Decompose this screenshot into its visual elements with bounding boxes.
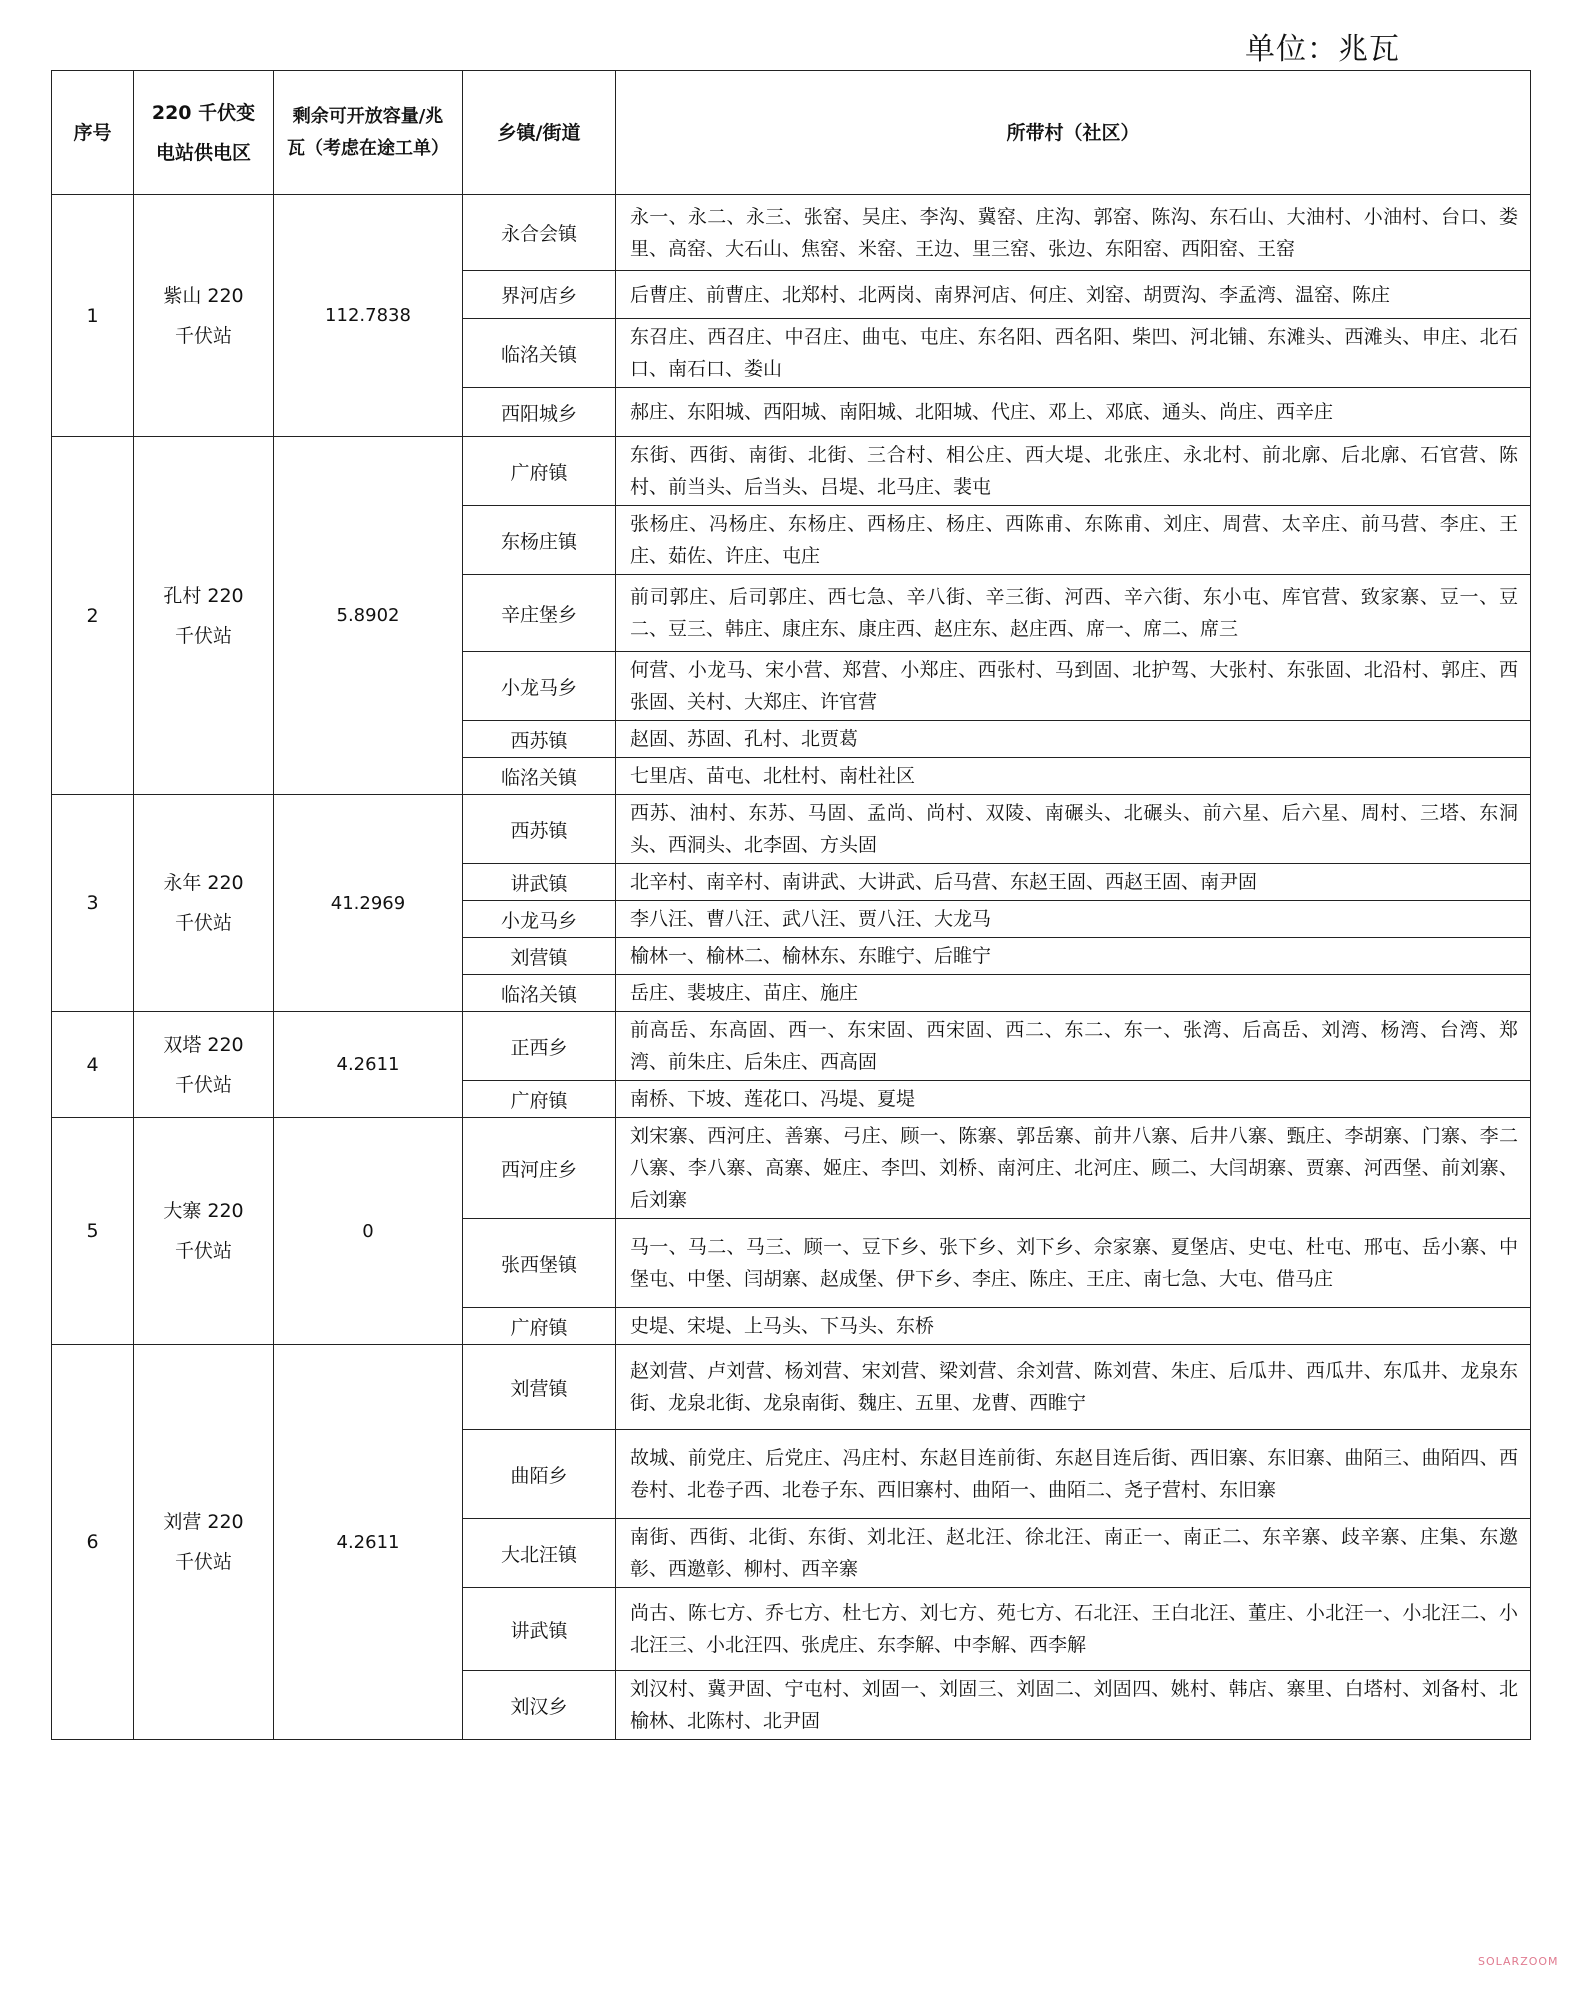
header-station-text: 220 千伏变电站供电区 (151, 101, 256, 164)
village-list: 七里店、苗屯、北杜村、南杜社区 (616, 758, 1531, 795)
village-list: 马一、马二、马三、顾一、豆下乡、张下乡、刘下乡、佘家寨、夏堡店、史屯、杜屯、邢屯、岳小寨、中堡屯、中堡、闫胡寨、赵成堡、伊下乡、李庄、陈庄、王庄、南七急、大屯、借马庄 (616, 1219, 1531, 1308)
village-list: 北辛村、南辛村、南讲武、大讲武、后马营、东赵王固、西赵王固、南尹固 (616, 864, 1531, 901)
unit-label: 单位：兆瓦 (1245, 32, 1400, 67)
village-list: 南桥、下坡、莲花口、冯堤、夏堤 (616, 1081, 1531, 1118)
row-index: 2 (52, 437, 134, 795)
station-name: 永年 220 千伏站 (163, 872, 244, 934)
station-cell (134, 437, 274, 795)
row-index: 6 (52, 1345, 134, 1740)
table-body (52, 195, 1531, 1740)
village-list: 东街、西街、南街、北街、三合村、相公庄、西大堤、北张庄、永北村、前北廓、后北廓、石官营、陈村、前当头、后当头、吕堤、北马庄、裴屯 (616, 437, 1531, 506)
town-name: 讲武镇 (463, 864, 616, 901)
town-name: 临洺关镇 (463, 758, 616, 795)
village-list: 岳庄、裴坡庄、苗庄、施庄 (616, 975, 1531, 1012)
station-name: 孔村 220 千伏站 (163, 584, 244, 647)
village-list: 东召庄、西召庄、中召庄、曲屯、屯庄、东名阳、西名阳、柴凹、河北铺、东滩头、西滩头、申庄、北石口、南石口、娄山 (616, 319, 1531, 388)
town-name: 小龙马乡 (463, 901, 616, 938)
village-list: 史堤、宋堤、上马头、下马头、东桥 (616, 1308, 1531, 1345)
town-name: 西阳城乡 (463, 388, 616, 437)
row-index: 4 (52, 1012, 134, 1118)
village-list: 何营、小龙马、宋小营、郑营、小郑庄、西张村、马到固、北护驾、大张村、东张固、北沿村、郭庄、西张固、关村、大郑庄、许官营 (616, 652, 1531, 721)
village-list: 西苏、油村、东苏、马固、孟尚、尚村、双陵、南碾头、北碾头、前六星、后六星、周村、三塔、东洞头、西洞头、北李固、方头固 (616, 795, 1531, 864)
station-name: 紫山 220 千伏站 (163, 284, 244, 347)
town-name: 界河店乡 (463, 271, 616, 319)
table-row (52, 437, 1531, 506)
town-name: 小龙马乡 (463, 652, 616, 721)
header-capacity-text: 剩余可开放容量/兆瓦（考虑在途工单） (287, 105, 449, 159)
town-name: 临洺关镇 (463, 319, 616, 388)
capacity-value: 112.7838 (274, 195, 463, 437)
header-town: 乡镇/街道 (463, 71, 616, 195)
town-name: 临洺关镇 (463, 975, 616, 1012)
town-name: 永合会镇 (463, 195, 616, 271)
table-row (52, 1118, 1531, 1219)
capacity-value: 4.2611 (274, 1345, 463, 1740)
village-list: 后曹庄、前曹庄、北郑村、北两岗、南界河店、何庄、刘窑、胡贾沟、李孟湾、温窑、陈庄 (616, 271, 1531, 319)
capacity-value: 5.8902 (274, 437, 463, 795)
village-list: 刘汉村、冀尹固、宁屯村、刘固一、刘固三、刘固二、刘固四、姚村、韩店、寨里、白塔村、刘备村、北榆林、北陈村、北尹固 (616, 1671, 1531, 1740)
table-row (52, 795, 1531, 864)
town-name: 刘营镇 (463, 1345, 616, 1430)
header-station (134, 71, 274, 195)
station-cell (134, 1012, 274, 1118)
village-list: 赵刘营、卢刘营、杨刘营、宋刘营、梁刘营、余刘营、陈刘营、朱庄、后瓜井、西瓜井、东瓜井、龙泉东街、龙泉北街、龙泉南街、魏庄、五里、龙曹、西睢宁 (616, 1345, 1531, 1430)
row-index: 3 (52, 795, 134, 1012)
village-list: 永一、永二、永三、张窑、吴庄、李沟、冀窑、庄沟、郭窑、陈沟、东石山、大油村、小油村、台口、娄里、高窑、大石山、焦窑、米窑、王边、里三窑、张边、东阳窑、西阳窑、王窑 (616, 195, 1531, 271)
town-name: 讲武镇 (463, 1588, 616, 1671)
watermark: SOLARZOOM (1478, 1955, 1559, 1968)
station-name: 双塔 220 千伏站 (163, 1033, 244, 1096)
table-row (52, 1345, 1531, 1430)
table-row (52, 195, 1531, 271)
town-name: 广府镇 (463, 437, 616, 506)
town-name: 广府镇 (463, 1081, 616, 1118)
town-name: 正西乡 (463, 1012, 616, 1081)
village-list: 榆林一、榆林二、榆林东、东睢宁、后睢宁 (616, 938, 1531, 975)
town-name: 刘汉乡 (463, 1671, 616, 1740)
station-name: 大寨 220 千伏站 (163, 1200, 244, 1262)
village-list: 李八汪、曹八汪、武八汪、贾八汪、大龙马 (616, 901, 1531, 938)
table-header-row (52, 71, 1531, 195)
village-list: 赵固、苏固、孔村、北贾葛 (616, 721, 1531, 758)
station-name: 刘营 220 千伏站 (163, 1511, 244, 1573)
village-list: 故城、前党庄、后党庄、冯庄村、东赵目连前街、东赵目连后街、西旧寨、东旧寨、曲陌三、曲陌四、西卷村、北卷子西、北卷子东、西旧寨村、曲陌一、曲陌二、尧子营村、东旧寨 (616, 1430, 1531, 1519)
village-list: 尚古、陈七方、乔七方、杜七方、刘七方、苑七方、石北汪、王白北汪、董庄、小北汪一、小北汪二、小北汪三、小北汪四、张虎庄、东李解、中李解、西李解 (616, 1588, 1531, 1671)
station-cell (134, 1345, 274, 1740)
header-villages: 所带村（社区） (616, 71, 1531, 195)
capacity-value: 4.2611 (274, 1012, 463, 1118)
capacity-table (51, 70, 1531, 1740)
town-name: 西河庄乡 (463, 1118, 616, 1219)
village-list: 张杨庄、冯杨庄、东杨庄、西杨庄、杨庄、西陈甫、东陈甫、刘庄、周营、太辛庄、前马营、李庄、王庄、茹佐、许庄、屯庄 (616, 506, 1531, 575)
town-name: 辛庄堡乡 (463, 575, 616, 652)
header-capacity (274, 71, 463, 195)
village-list: 南街、西街、北街、东街、刘北汪、赵北汪、徐北汪、南正一、南正二、东辛寨、歧辛寨、庄集、东邀彰、西邀彰、柳村、西辛寨 (616, 1519, 1531, 1588)
town-name: 西苏镇 (463, 795, 616, 864)
town-name: 大北汪镇 (463, 1519, 616, 1588)
town-name: 刘营镇 (463, 938, 616, 975)
town-name: 张西堡镇 (463, 1219, 616, 1308)
station-cell (134, 1118, 274, 1345)
row-index: 5 (52, 1118, 134, 1345)
row-index: 1 (52, 195, 134, 437)
station-cell (134, 195, 274, 437)
town-name: 东杨庄镇 (463, 506, 616, 575)
town-name: 西苏镇 (463, 721, 616, 758)
capacity-value: 41.2969 (274, 795, 463, 1012)
table-row (52, 1012, 1531, 1081)
village-list: 前高岳、东高固、西一、东宋固、西宋固、西二、东二、东一、张湾、后高岳、刘湾、杨湾、台湾、郑湾、前朱庄、后朱庄、西高固 (616, 1012, 1531, 1081)
town-name: 广府镇 (463, 1308, 616, 1345)
capacity-value: 0 (274, 1118, 463, 1345)
village-list: 郝庄、东阳城、西阳城、南阳城、北阳城、代庄、邓上、邓底、通头、尚庄、西辛庄 (616, 388, 1531, 437)
town-name: 曲陌乡 (463, 1430, 616, 1519)
village-list: 前司郭庄、后司郭庄、西七急、辛八街、辛三街、河西、辛六街、东小屯、库官营、致家寨、豆一、豆二、豆三、韩庄、康庄东、康庄西、赵庄东、赵庄西、席一、席二、席三 (616, 575, 1531, 652)
village-list: 刘宋寨、西河庄、善寨、弓庄、顾一、陈寨、郭岳寨、前井八寨、后井八寨、甄庄、李胡寨、门寨、李二八寨、李八寨、高寨、姬庄、李凹、刘桥、南河庄、北河庄、顾二、大闫胡寨、贾寨、河西堡、前刘寨、后刘寨 (616, 1118, 1531, 1219)
station-cell (134, 795, 274, 1012)
header-index: 序号 (52, 71, 134, 195)
